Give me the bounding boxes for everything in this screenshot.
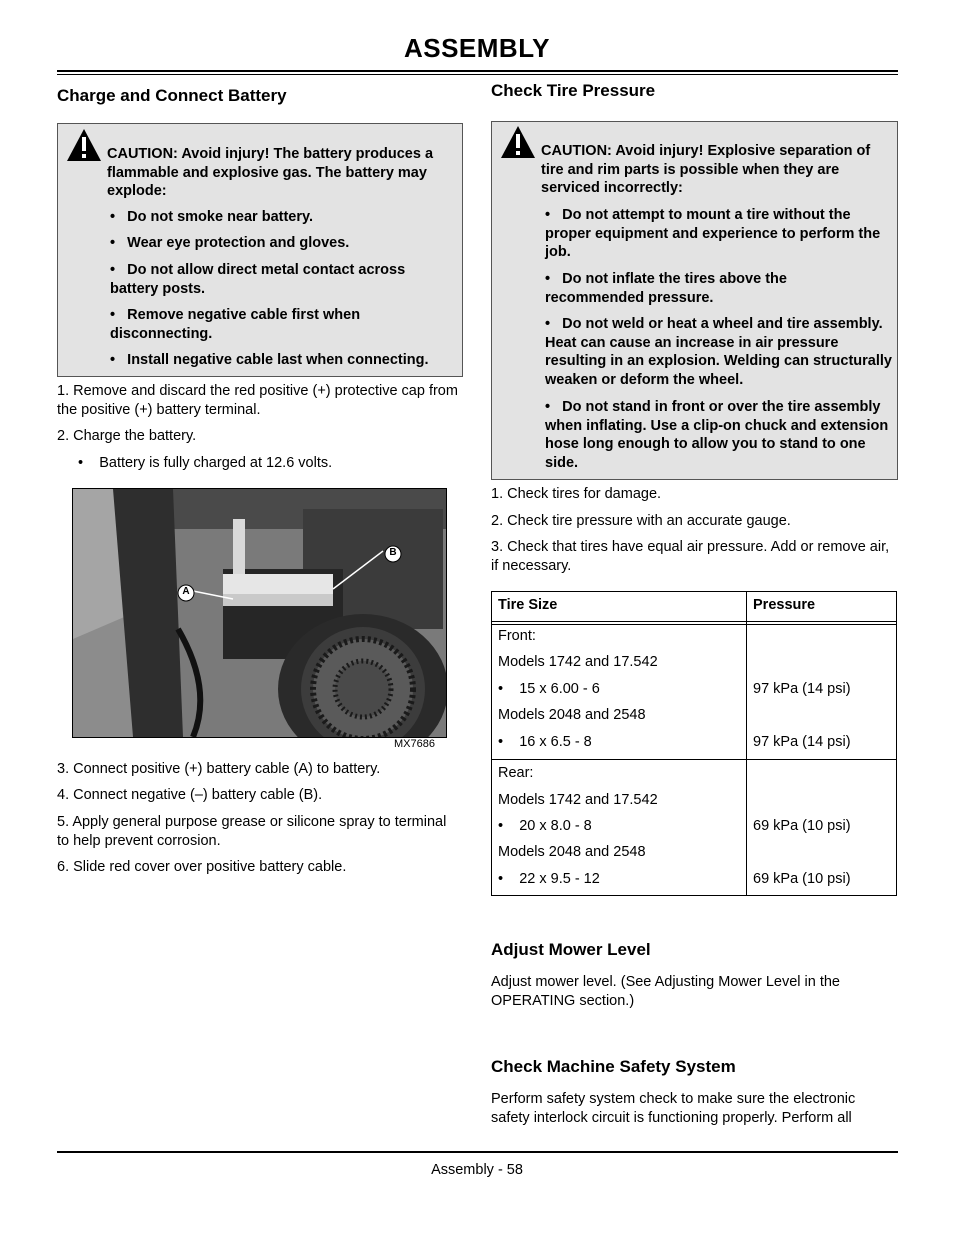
tire-caution-item-2: • Do not inflate the tires above the recommended pressure. (545, 271, 787, 306)
tire-caution-item-1: • Do not attempt to mount a tire without the proper equipment and experience to perform the job. (545, 207, 881, 260)
table-front-size-a: • 15 x 6.00 - 6 (498, 681, 600, 697)
table-front-models-a: Models 1742 and 17.542 (498, 654, 658, 670)
battery-compartment-illustration (73, 489, 446, 737)
battery-caution-item-3: • Do not allow direct metal contact across battery posts. (110, 262, 406, 297)
battery-step-2-sub-text: Battery is fully charged at 12.6 volts. (99, 455, 333, 471)
table-rear-models-b: Models 2048 and 2548 (498, 844, 646, 860)
table-rear-label: Rear: (498, 765, 534, 781)
table-header-pressure: Pressure (753, 597, 816, 613)
battery-step-4: 4. Connect negative (–) battery cable (B). (57, 787, 323, 803)
battery-caution-item-text: Wear eye protection and gloves. (127, 235, 350, 251)
tire-caution-item-text: Do not stand in front or over the tire assembly when inflating. Use a clip-on chuck and extension hose long enough to allow you to stand to one side. (545, 399, 889, 471)
mower-text: Adjust mower level. (See Adjusting Mower Level in the OPERATING section.) (491, 974, 840, 1009)
tire-caution-item-3: • Do not weld or heat a wheel and tire assembly. Heat can cause an increase in air pressure resulting in an explosion. Welding can structurally weaken or deform the wheel. (545, 316, 892, 388)
table-rear-pressure-a: 69 kPa (10 psi) (753, 818, 851, 834)
battery-photo (72, 488, 447, 738)
table-cell-text: 16 x 6.5 - 8 (519, 734, 592, 750)
tire-caution-item-text: Do not inflate the tires above the recommended pressure. (545, 271, 787, 306)
tire-step-1: 1. Check tires for damage. (491, 486, 662, 502)
table-rear-size-a: • 20 x 8.0 - 8 (498, 818, 592, 834)
battery-caution-item-5: • Install negative cable last when connecting. (110, 352, 429, 368)
battery-step-3: 3. Connect positive (+) battery cable (A) to battery. (57, 761, 381, 777)
battery-caution-intro-text: CAUTION: Avoid injury! The battery produces a flammable and explosive gas. The battery may explode: (107, 146, 434, 199)
table-front-pressure-a: 97 kPa (14 psi) (753, 681, 851, 697)
tire-caution-box (491, 121, 898, 480)
table-col-divider (746, 592, 747, 895)
callout-a: A (182, 586, 190, 597)
tire-step-2: 2. Check tire pressure with an accurate gauge. (491, 513, 791, 529)
table-front-models-b: Models 2048 and 2548 (498, 707, 646, 723)
battery-caution-item-text: Install negative cable last when connecting. (127, 352, 429, 368)
battery-caution-item-text: Remove negative cable first when disconnecting. (110, 307, 361, 342)
page-number: Assembly - 58 (431, 1162, 523, 1178)
battery-caution-item-2: • Wear eye protection and gloves. (110, 235, 350, 251)
tire-caution-item-4: • Do not stand in front or over the tire assembly when inflating. Use a clip-on chuck and extension hose long enough to allow you to stand to one side. (545, 399, 889, 471)
table-cell-text: 20 x 8.0 - 8 (519, 818, 592, 834)
battery-step-2: 2. Charge the battery. (57, 428, 197, 444)
table-header-rule-2 (492, 624, 896, 625)
table-header-rule (492, 621, 896, 622)
header-rule-thin (57, 74, 898, 75)
table-rear-size-b: • 22 x 9.5 - 12 (498, 871, 600, 887)
safety-text: Perform safety system check to make sure the electronic safety interlock circuit is functioning properly. Perform all (491, 1091, 856, 1126)
battery-heading: Charge and Connect Battery (57, 86, 287, 105)
table-front-pressure-b: 97 kPa (14 psi) (753, 734, 851, 750)
header-rule (57, 70, 898, 72)
table-cell-text: 15 x 6.00 - 6 (519, 681, 600, 697)
battery-step-2-sub: • Battery is fully charged at 12.6 volts. (78, 455, 333, 471)
table-cell-text: 22 x 9.5 - 12 (519, 871, 600, 887)
tire-step-3: 3. Check that tires have equal air pressure. Add or remove air, if necessary. (491, 539, 890, 574)
table-row-rule (492, 759, 896, 760)
battery-caution-intro (107, 145, 459, 201)
tire-caution-item-text: Do not weld or heat a wheel and tire assembly. Heat can cause an increase in air pressure resulting in an explosion. Welding can structurally weaken or deform the wheel. (545, 316, 892, 388)
tire-caution-intro: CAUTION: Avoid injury! Explosive separation of tire and rim parts is possible when they are serviced incorrectly: (541, 143, 871, 196)
battery-caution-item-1: • Do not smoke near battery. (110, 209, 314, 225)
page-title: ASSEMBLY (403, 33, 551, 63)
battery-caution-item-text: Do not allow direct metal contact across battery posts. (110, 262, 406, 297)
table-front-label: Front: (498, 628, 536, 644)
table-header-tire-size: Tire Size (498, 597, 558, 613)
warning-triangle-icon (66, 128, 102, 162)
callout-b: B (389, 547, 397, 558)
figure-id: MX7686 (394, 738, 435, 750)
battery-caution-item-text: Do not smoke near battery. (127, 209, 314, 225)
table-rear-models-a: Models 1742 and 17.542 (498, 792, 658, 808)
tire-caution-item-text: Do not attempt to mount a tire without the proper equipment and experience to perform the job. (545, 207, 881, 260)
tire-pressure-table (491, 591, 897, 896)
battery-caution-box (57, 123, 463, 377)
battery-caution-item-4: • Remove negative cable first when disconnecting. (110, 307, 361, 342)
tire-heading: Check Tire Pressure (491, 81, 656, 100)
table-rear-pressure-b: 69 kPa (10 psi) (753, 871, 851, 887)
battery-step-5: 5. Apply general purpose grease or silicone spray to terminal to help prevent corrosion. (57, 814, 447, 849)
table-front-size-b: • 16 x 6.5 - 8 (498, 734, 592, 750)
safety-heading: Check Machine Safety System (491, 1057, 736, 1076)
battery-step-1: 1. Remove and discard the red positive (+) protective cap from the positive (+) battery terminal. (57, 383, 458, 418)
mower-heading: Adjust Mower Level (491, 940, 651, 959)
warning-triangle-icon (500, 125, 536, 159)
battery-step-6: 6. Slide red cover over positive battery cable. (57, 859, 347, 875)
footer-rule (57, 1151, 898, 1153)
